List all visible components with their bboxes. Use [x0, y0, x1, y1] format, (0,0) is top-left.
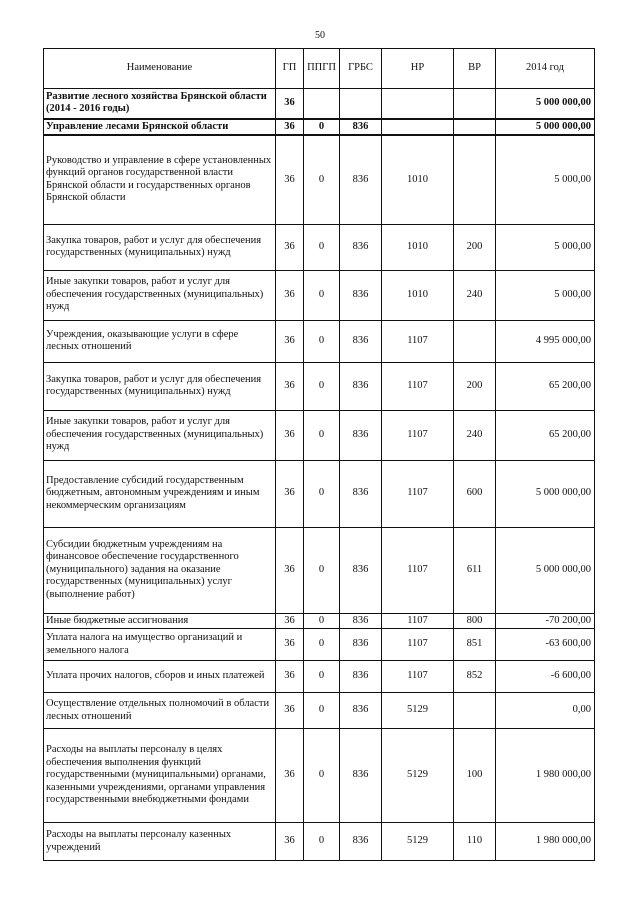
row-name: Уплата прочих налогов, сборов и иных платежей	[44, 661, 276, 693]
row-gp: 36	[276, 693, 304, 729]
row-vr: 240	[454, 270, 496, 320]
header-vr: ВР	[454, 49, 496, 89]
table-row	[44, 613, 595, 629]
row-gp: 36	[276, 270, 304, 320]
row-name: Осуществление отдельных полномочий в области лесных отношений	[44, 693, 276, 729]
table-row	[44, 89, 595, 119]
row-grbs: 836	[340, 320, 382, 362]
row-gp: 36	[276, 613, 304, 629]
row-ppgp: 0	[304, 270, 340, 320]
row-amount: 5 000 000,00	[496, 89, 595, 119]
row-name: Расходы на выплаты персоналу казенных учреждений	[44, 823, 276, 861]
row-vr: 200	[454, 362, 496, 410]
row-gp: 36	[276, 729, 304, 823]
row-grbs: 836	[340, 362, 382, 410]
table-header-row	[44, 49, 595, 89]
table-row	[44, 135, 595, 224]
row-vr: 852	[454, 661, 496, 693]
table-row	[44, 320, 595, 362]
row-vr	[454, 89, 496, 119]
row-grbs: 836	[340, 729, 382, 823]
row-nr: 1010	[382, 224, 454, 270]
row-amount: 0,00	[496, 693, 595, 729]
row-nr: 1010	[382, 270, 454, 320]
row-name: Расходы на выплаты персоналу в целях обеспечения выполнения функций государственными (муниципальными) органами, казенными учреждениями, органами управления государственными внебюджетными фондами	[44, 729, 276, 823]
row-amount: -6 600,00	[496, 661, 595, 693]
row-vr: 800	[454, 613, 496, 629]
table-row	[44, 629, 595, 661]
row-amount: 4 995 000,00	[496, 320, 595, 362]
row-gp: 36	[276, 823, 304, 861]
table-row	[44, 270, 595, 320]
row-amount: 5 000 000,00	[496, 460, 595, 527]
row-gp: 36	[276, 119, 304, 136]
row-grbs: 836	[340, 661, 382, 693]
row-nr: 5129	[382, 693, 454, 729]
row-nr: 1107	[382, 527, 454, 613]
row-vr: 240	[454, 410, 496, 460]
row-name: Уплата налога на имущество организаций и земельного налога	[44, 629, 276, 661]
row-nr	[382, 119, 454, 136]
row-amount: -70 200,00	[496, 613, 595, 629]
row-name: Управление лесами Брянской области	[44, 119, 276, 136]
row-ppgp: 0	[304, 119, 340, 136]
row-gp: 36	[276, 135, 304, 224]
row-vr: 100	[454, 729, 496, 823]
row-amount: 65 200,00	[496, 410, 595, 460]
row-ppgp: 0	[304, 661, 340, 693]
table-row	[44, 661, 595, 693]
row-nr: 1107	[382, 629, 454, 661]
header-ppgp: ППГП	[304, 49, 340, 89]
row-name: Учреждения, оказывающие услуги в сфере лесных отношений	[44, 320, 276, 362]
row-amount: 5 000 000,00	[496, 527, 595, 613]
row-vr: 851	[454, 629, 496, 661]
row-ppgp: 0	[304, 224, 340, 270]
table-row	[44, 460, 595, 527]
row-grbs: 836	[340, 270, 382, 320]
row-amount: 5 000,00	[496, 270, 595, 320]
row-name: Субсидии бюджетным учреждениям на финансовое обеспечение государственного (муниципального) задания на оказание государственных (муниципальных) услуг (выполнение работ)	[44, 527, 276, 613]
row-nr: 1107	[382, 410, 454, 460]
table-row	[44, 823, 595, 861]
row-gp: 36	[276, 362, 304, 410]
row-nr	[382, 89, 454, 119]
row-vr: 110	[454, 823, 496, 861]
row-vr	[454, 693, 496, 729]
row-nr: 1107	[382, 362, 454, 410]
header-nr: НР	[382, 49, 454, 89]
row-gp: 36	[276, 629, 304, 661]
table-row	[44, 527, 595, 613]
row-gp: 36	[276, 89, 304, 119]
row-ppgp: 0	[304, 460, 340, 527]
row-name: Иные бюджетные ассигнования	[44, 613, 276, 629]
row-vr: 200	[454, 224, 496, 270]
row-gp: 36	[276, 527, 304, 613]
row-vr	[454, 135, 496, 224]
table-row	[44, 119, 595, 136]
row-gp: 36	[276, 320, 304, 362]
row-gp: 36	[276, 661, 304, 693]
budget-table	[43, 48, 595, 861]
row-nr: 5129	[382, 823, 454, 861]
row-grbs: 836	[340, 224, 382, 270]
row-ppgp: 0	[304, 410, 340, 460]
row-ppgp: 0	[304, 320, 340, 362]
table-row	[44, 693, 595, 729]
row-nr: 1107	[382, 320, 454, 362]
row-ppgp: 0	[304, 629, 340, 661]
row-amount: 5 000,00	[496, 135, 595, 224]
row-name: Руководство и управление в сфере установленных функций органов государственной власти Брянской области и государственных органов Брянской области	[44, 135, 276, 224]
row-nr: 1107	[382, 661, 454, 693]
row-grbs: 836	[340, 613, 382, 629]
row-nr: 1107	[382, 460, 454, 527]
row-gp: 36	[276, 410, 304, 460]
row-grbs	[340, 89, 382, 119]
row-grbs: 836	[340, 410, 382, 460]
row-nr: 1010	[382, 135, 454, 224]
row-name: Предоставление субсидий государственным бюджетным, автономным учреждениям и иным некоммерческим организациям	[44, 460, 276, 527]
row-grbs: 836	[340, 823, 382, 861]
row-amount: 1 980 000,00	[496, 729, 595, 823]
table-row	[44, 410, 595, 460]
row-name: Иные закупки товаров, работ и услуг для обеспечения государственных (муниципальных) нужд	[44, 410, 276, 460]
table-row	[44, 362, 595, 410]
row-gp: 36	[276, 460, 304, 527]
row-amount: 5 000,00	[496, 224, 595, 270]
row-grbs: 836	[340, 460, 382, 527]
row-ppgp: 0	[304, 613, 340, 629]
row-ppgp	[304, 89, 340, 119]
row-grbs: 836	[340, 629, 382, 661]
header-year: 2014 год	[496, 49, 595, 89]
row-nr: 5129	[382, 729, 454, 823]
row-ppgp: 0	[304, 823, 340, 861]
row-ppgp: 0	[304, 729, 340, 823]
row-grbs: 836	[340, 135, 382, 224]
row-gp: 36	[276, 224, 304, 270]
row-name: Иные закупки товаров, работ и услуг для обеспечения государственных (муниципальных) нужд	[44, 270, 276, 320]
row-ppgp: 0	[304, 693, 340, 729]
row-name: Закупка товаров, работ и услуг для обеспечения государственных (муниципальных) нужд	[44, 362, 276, 410]
row-vr	[454, 119, 496, 136]
page-number: 50	[315, 30, 325, 41]
row-ppgp: 0	[304, 362, 340, 410]
row-vr: 611	[454, 527, 496, 613]
row-name: Развитие лесного хозяйства Брянской области (2014 - 2016 годы)	[44, 89, 276, 119]
header-gp: ГП	[276, 49, 304, 89]
header-grbs: ГРБС	[340, 49, 382, 89]
row-amount: 65 200,00	[496, 362, 595, 410]
row-amount: 1 980 000,00	[496, 823, 595, 861]
row-name: Закупка товаров, работ и услуг для обеспечения государственных (муниципальных) нужд	[44, 224, 276, 270]
row-nr: 1107	[382, 613, 454, 629]
row-grbs: 836	[340, 693, 382, 729]
row-amount: 5 000 000,00	[496, 119, 595, 136]
row-vr: 600	[454, 460, 496, 527]
header-name: Наименование	[44, 49, 276, 89]
row-vr	[454, 320, 496, 362]
row-ppgp: 0	[304, 527, 340, 613]
table-row	[44, 729, 595, 823]
row-ppgp: 0	[304, 135, 340, 224]
row-grbs: 836	[340, 119, 382, 136]
row-grbs: 836	[340, 527, 382, 613]
table-row	[44, 224, 595, 270]
row-amount: -63 600,00	[496, 629, 595, 661]
